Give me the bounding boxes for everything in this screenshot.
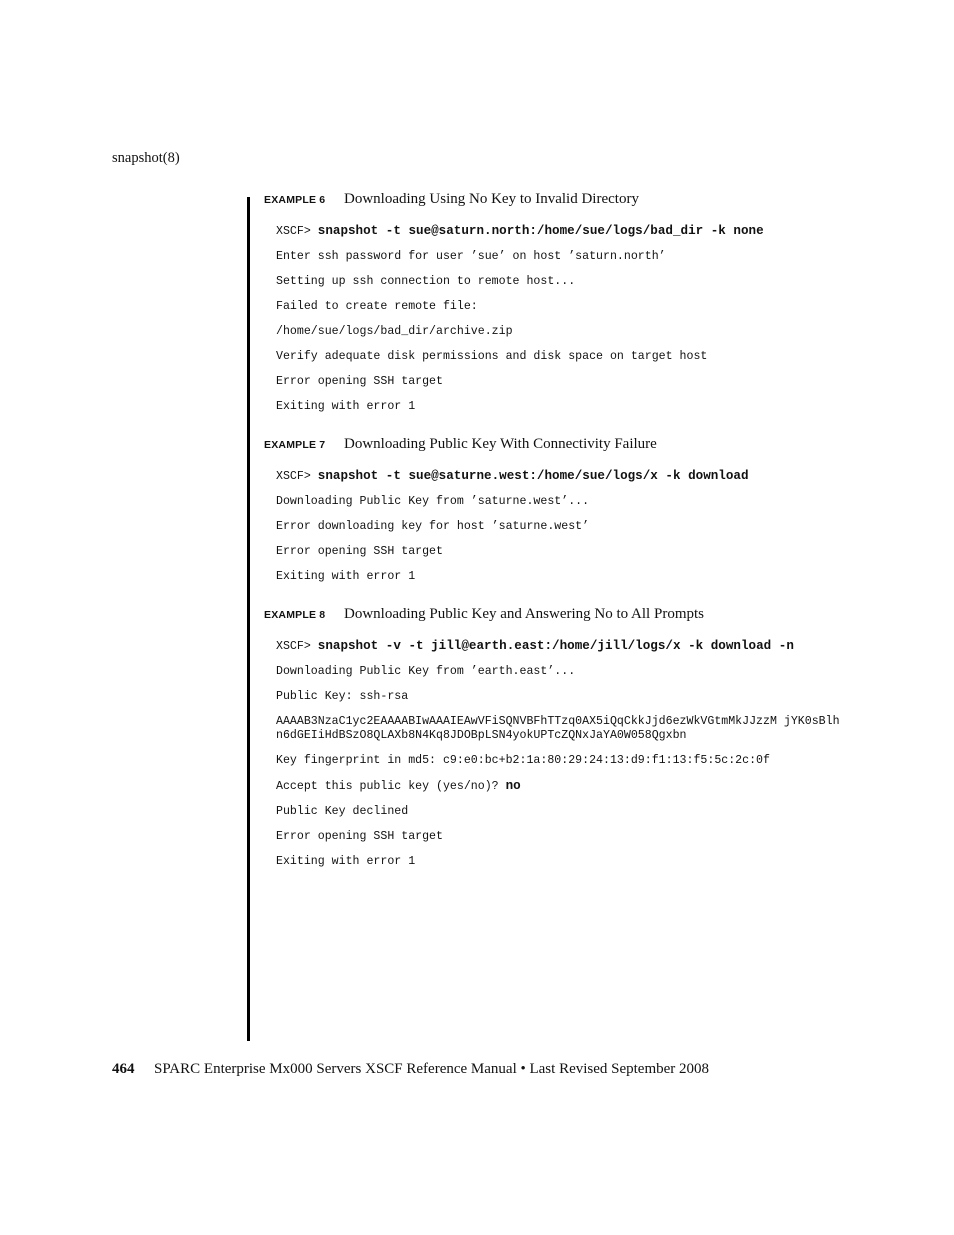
output-line: Downloading Public Key from ’saturne.west’... bbox=[276, 495, 590, 508]
output-line: Public Key: ssh-rsa bbox=[276, 690, 409, 703]
public-key-line: AAAAB3NzaC1yc2EAAAABIwAAAIEAwVFiSQNVBFhTTzq0AX5iQqCkkJjd6ezWkVGtmMkJJzzM jYK0sBlhn6dGEIiHdBSzO8QLAXb8N4Kq8JDOBpLSN4yokUPTcZQNxJaYA0W058Qgxbn bbox=[276, 715, 840, 742]
command-text: snapshot -t sue@saturn.north:/home/sue/logs/bad_dir -k none bbox=[317, 224, 764, 238]
page-content bbox=[264, 191, 844, 891]
command-text: snapshot -v -t jill@earth.east:/home/jill/logs/x -k download -n bbox=[317, 639, 794, 653]
accept-prompt-text: Accept this public key (yes/no)? bbox=[276, 780, 499, 793]
page-footer bbox=[112, 1061, 709, 1078]
example-6 bbox=[264, 191, 844, 414]
output-line: Failed to create remote file: bbox=[276, 300, 478, 313]
prompt: XSCF> bbox=[276, 225, 311, 238]
command-line bbox=[276, 469, 844, 484]
example-title: Downloading Public Key and Answering No to All Prompts bbox=[344, 606, 704, 622]
output-line: Error opening SSH target bbox=[276, 375, 443, 388]
change-bar bbox=[247, 197, 250, 1041]
output-line: Exiting with error 1 bbox=[276, 570, 416, 583]
running-head: snapshot(8) bbox=[112, 150, 180, 166]
command-line bbox=[276, 224, 844, 239]
page-number: 464 bbox=[112, 1061, 135, 1077]
output-line: Exiting with error 1 bbox=[276, 855, 416, 868]
accept-prompt-line bbox=[276, 779, 844, 794]
example-heading bbox=[264, 191, 844, 211]
example-title: Downloading Using No Key to Invalid Directory bbox=[344, 191, 639, 207]
example-label: EXAMPLE 7 bbox=[264, 439, 326, 451]
output-line: Setting up ssh connection to remote host... bbox=[276, 275, 576, 288]
output-line: Enter ssh password for user ’sue’ on host ’saturn.north’ bbox=[276, 250, 666, 263]
example-7 bbox=[264, 436, 844, 584]
accept-answer: no bbox=[505, 779, 521, 793]
example-8 bbox=[264, 606, 844, 869]
example-label: EXAMPLE 8 bbox=[264, 609, 326, 621]
output-line: Verify adequate disk permissions and disk space on target host bbox=[276, 350, 708, 363]
code-block bbox=[264, 224, 844, 414]
prompt: XSCF> bbox=[276, 470, 311, 483]
example-label: EXAMPLE 6 bbox=[264, 194, 326, 206]
code-block bbox=[264, 469, 844, 584]
example-title: Downloading Public Key With Connectivity Failure bbox=[344, 436, 657, 452]
example-heading bbox=[264, 606, 844, 626]
output-line: Downloading Public Key from ’earth.east’... bbox=[276, 665, 576, 678]
code-block bbox=[264, 639, 844, 869]
command-line bbox=[276, 639, 844, 654]
footer-text: SPARC Enterprise Mx000 Servers XSCF Reference Manual • Last Revised September 2008 bbox=[154, 1061, 710, 1077]
output-line: Exiting with error 1 bbox=[276, 400, 416, 413]
output-line: Error opening SSH target bbox=[276, 830, 443, 843]
command-text: snapshot -t sue@saturne.west:/home/sue/logs/x -k download bbox=[317, 469, 749, 483]
output-line: Public Key declined bbox=[276, 805, 409, 818]
output-line: /home/sue/logs/bad_dir/archive.zip bbox=[276, 325, 513, 338]
prompt: XSCF> bbox=[276, 640, 311, 653]
output-line: Key fingerprint in md5: c9:e0:bc+b2:1a:80:29:24:13:d9:f1:13:f5:5c:2c:0f bbox=[276, 754, 770, 767]
output-line: Error opening SSH target bbox=[276, 545, 443, 558]
output-line: Error downloading key for host ’saturne.west’ bbox=[276, 520, 590, 533]
example-heading bbox=[264, 436, 844, 456]
